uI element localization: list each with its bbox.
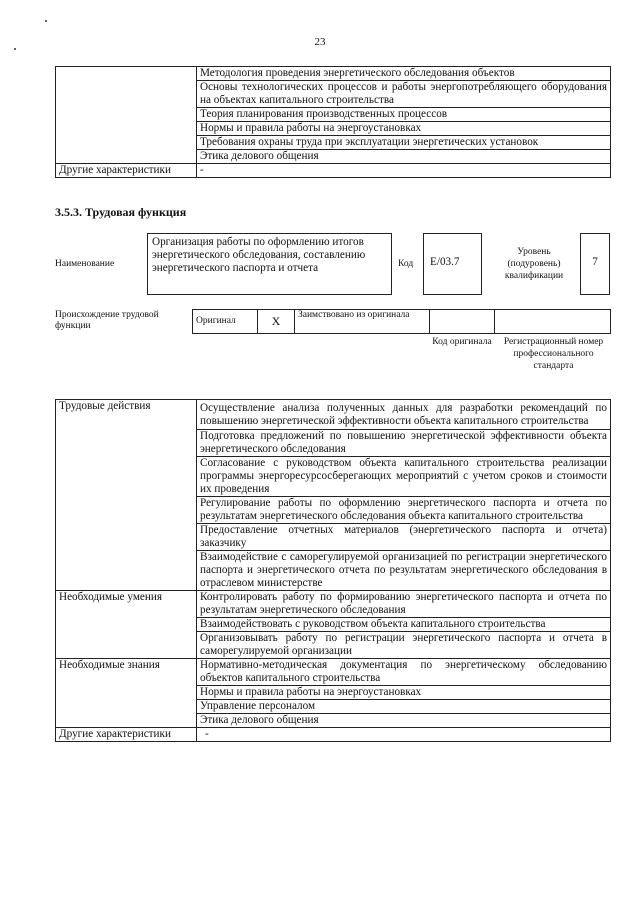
top-table-other-value: - (197, 164, 611, 178)
action-item: Регулирование работы по оформлению энергетического паспорта и отчета по результатам энергетического обследования объекта капитального строительства (197, 497, 611, 524)
origin-reg-cell (495, 310, 611, 334)
actions-label: Трудовые действия (56, 400, 197, 591)
main-table (55, 399, 611, 742)
scan-speck (14, 48, 16, 50)
action-item: Осуществление анализа полученных данных для разработки рекомендаций по повышению энергетической эффективности объекта капитального строительства (197, 400, 611, 430)
skill-item: Взаимодействовать с руководством объекта капитального строительства (197, 618, 611, 632)
top-table-other-label: Другие характеристики (56, 164, 197, 178)
action-item: Предоставление отчетных материалов (энергетического паспорта и отчета) заказчику (197, 524, 611, 551)
original-label: Оригинал (193, 310, 258, 334)
top-table-item: Этика делового общения (197, 150, 611, 164)
origin-table (192, 309, 611, 334)
top-table-item: Нормы и правила работы на энергоустановках (197, 122, 611, 136)
knowledge-item: Управление персоналом (197, 700, 611, 714)
knowledge-item: Нормы и правила работы на энергоустановках (197, 686, 611, 700)
skill-item: Контролировать работу по формированию энергетического паспорта и отчета по результатам энергетического обследования (197, 591, 611, 618)
origin-code-caption: Код оригинала (432, 337, 492, 347)
skills-label: Необходимые умения (56, 591, 197, 659)
level-value: 7 (580, 233, 610, 295)
code-value: E/03.7 (423, 233, 482, 295)
main-other-value: - (197, 728, 611, 742)
action-item: Согласование с руководством объекта капитального строительства реализации программы энергоресурсосберегающих мероприятий с учетом сроков и стоимости их проведения (197, 457, 611, 497)
top-table-item: Основы технологических процессов и работы энергопотребляющего оборудования на объектах капитального строительства (197, 81, 611, 108)
page-number: 23 (314, 36, 326, 48)
level-label: Уровень (подуровень) квалификации (504, 247, 564, 281)
name-label: Наименование (55, 259, 115, 269)
action-item: Подготовка предложений по повышению энергетической эффективности объекта энергетического обследования (197, 430, 611, 457)
knowledge-label: Необходимые знания (56, 659, 197, 728)
section-title: 3.5.3. Трудовая функция (55, 205, 187, 219)
top-table-item: Теория планирования производственных процессов (197, 108, 611, 122)
main-other-label: Другие характеристики (56, 728, 197, 742)
code-label: Код (398, 259, 414, 269)
function-name: Организация работы по оформлению итогов энергетического обследования, составлению энергетического паспорта и отчета (147, 233, 392, 295)
original-mark: X (258, 310, 295, 334)
action-item: Взаимодействие с саморегулируемой организацией по регистрации энергетического паспорта и энергетического отчета по результатам энергетического обследования в отраслевом министерстве (197, 551, 611, 591)
top-table-item: Требования охраны труда при эксплуатации энергетических установок (197, 136, 611, 150)
borrowed-label: Заимствовано из оригинала (295, 310, 430, 334)
scan-speck (45, 20, 47, 22)
top-table-item: Методология проведения энергетического обследования объектов (197, 67, 611, 81)
knowledge-item: Этика делового общения (197, 714, 611, 728)
origin-reg-caption: Регистрационный номер профессионального стандарта (503, 337, 604, 371)
top-table (55, 66, 611, 178)
skill-item: Организовывать работу по регистрации энергетического паспорта и отчета в саморегулируемой организации (197, 632, 611, 659)
origin-code-cell (430, 310, 495, 334)
knowledge-item: Нормативно-методическая документация по энергетическому обследованию объектов капитального строительства (197, 659, 611, 686)
origin-label: Происхождение трудовой функции (55, 310, 159, 331)
top-table-empty-label (56, 67, 197, 164)
